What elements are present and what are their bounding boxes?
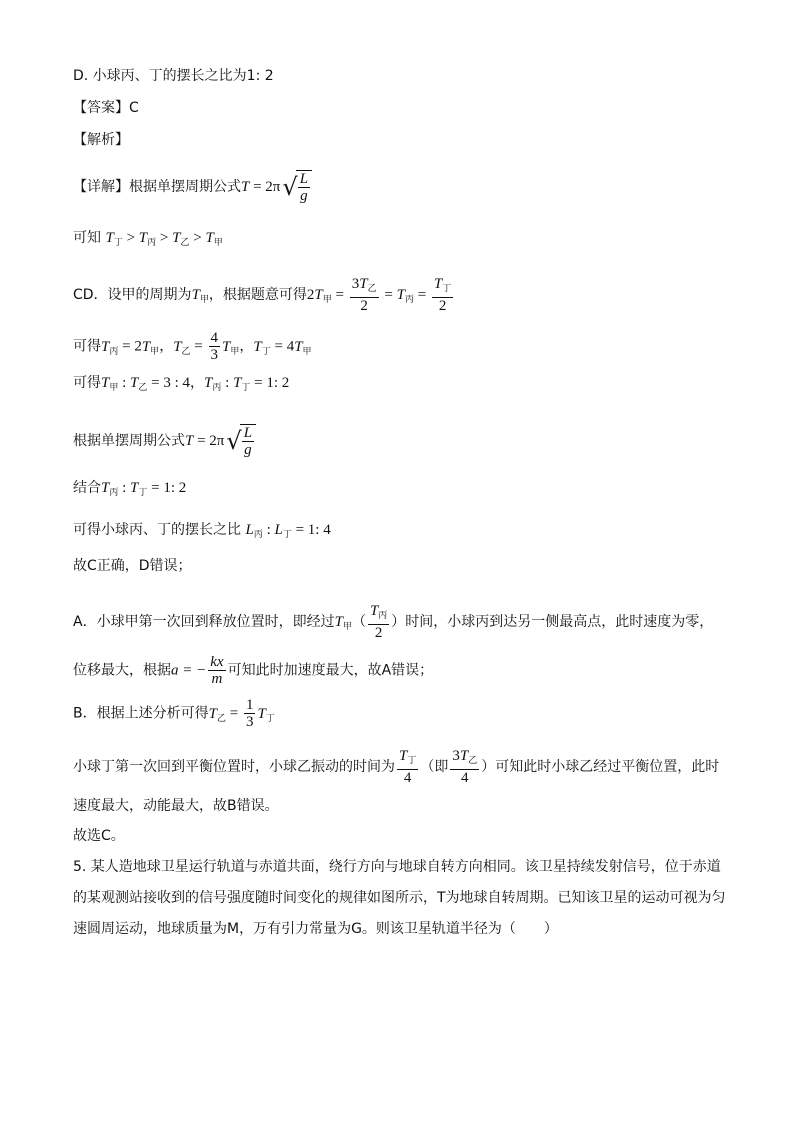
period-order-line: 可知 $T_丁 > T_丙 > T_乙 > T_甲$ [73, 230, 223, 248]
detail-formula-line: 【详解】根据单摆周期公式T = 2π√ $\frac{L}{g}$ [73, 170, 312, 204]
ratio-line-1: 可得$T_甲$ : $T_乙 = 3$ : 4，$T_丙$ : $T_丁 = 1$: 2 [73, 375, 290, 393]
question-5-line-3: 速圆周运动，地球质量为M，万有引力常量为G。则该卫星轨道半径为（ ） [73, 921, 558, 937]
option-b-line: B．根据上述分析可得$T_乙$ = $\frac{1}{3}$ $T_丁$ [73, 697, 275, 730]
question-5-line-2: 的某观测站接收到的信号强度随时间变化的规律如图所示，T为地球自转周期。已知该卫星的运动可视为匀 [73, 890, 726, 906]
option-a-line-2: 位移最大，根据a = − $\frac{kx}{m}$ 可知此时加速度最大，故A错误； [73, 654, 434, 687]
option-d: D. 小球丙、丁的摆长之比为1: 2 [73, 68, 274, 84]
question-5-line-1: 5. 某人造地球卫星运行轨道与赤道共面，绕行方向与地球自转方向相同。该卫星持续发射信号，位于赤道 [73, 859, 721, 875]
option-a-line: A．小球甲第一次回到释放位置时，即经过$T_甲$（ $\frac{T_丙}{2}$ ）时间，小球丙到达另一侧最高点，此时速度为零， [73, 603, 714, 641]
sqrt-formula: √ $\frac{L}{g}$ [282, 170, 312, 204]
choose-line: 故选C。 [73, 828, 125, 844]
option-b-line-2: 小球丁第一次回到平衡位置时，小球乙振动的时间为 $\frac{T_丁}{4}$ （即 $\frac{3T_乙}{4}$ ）可知此时小球乙经过平衡位置，此时 [73, 748, 720, 786]
formula-again-line: 根据单摆周期公式T = 2π√ $\frac{L}{g}$ [73, 424, 256, 458]
conclusion-cd: 故C正确，D错误； [73, 558, 192, 574]
length-ratio-line: 可得小球丙、丁的摆长之比 $L_丙$ : $L_丁 = 1$: 4 [73, 522, 331, 540]
analysis-heading: 【解析】 [73, 132, 129, 148]
cd-line: CD．设甲的周期为$T_甲$，根据题意可得$2T_甲$ = $\frac{3T_乙}{2}$ = $T_丙$ = $\frac{T_丁}{2}$ [73, 276, 452, 314]
option-b-line-3: 速度最大，动能最大，故B错误。 [73, 798, 279, 814]
sqrt-formula-2: √ $\frac{L}{g}$ [226, 424, 256, 458]
answer-line: 【答案】C [73, 100, 139, 116]
combine-line: 结合$T_丙$ : $T_丁 = 1$: 2 [73, 480, 187, 498]
detail-label: 【详解】根据单摆周期公式 [73, 179, 241, 195]
derive-periods-line: 可得$T_丙 = 2T_甲$，$T_乙$ = $\frac{4}{3}$ $T_甲$，$T_丁 = 4T_甲$ [73, 330, 312, 363]
